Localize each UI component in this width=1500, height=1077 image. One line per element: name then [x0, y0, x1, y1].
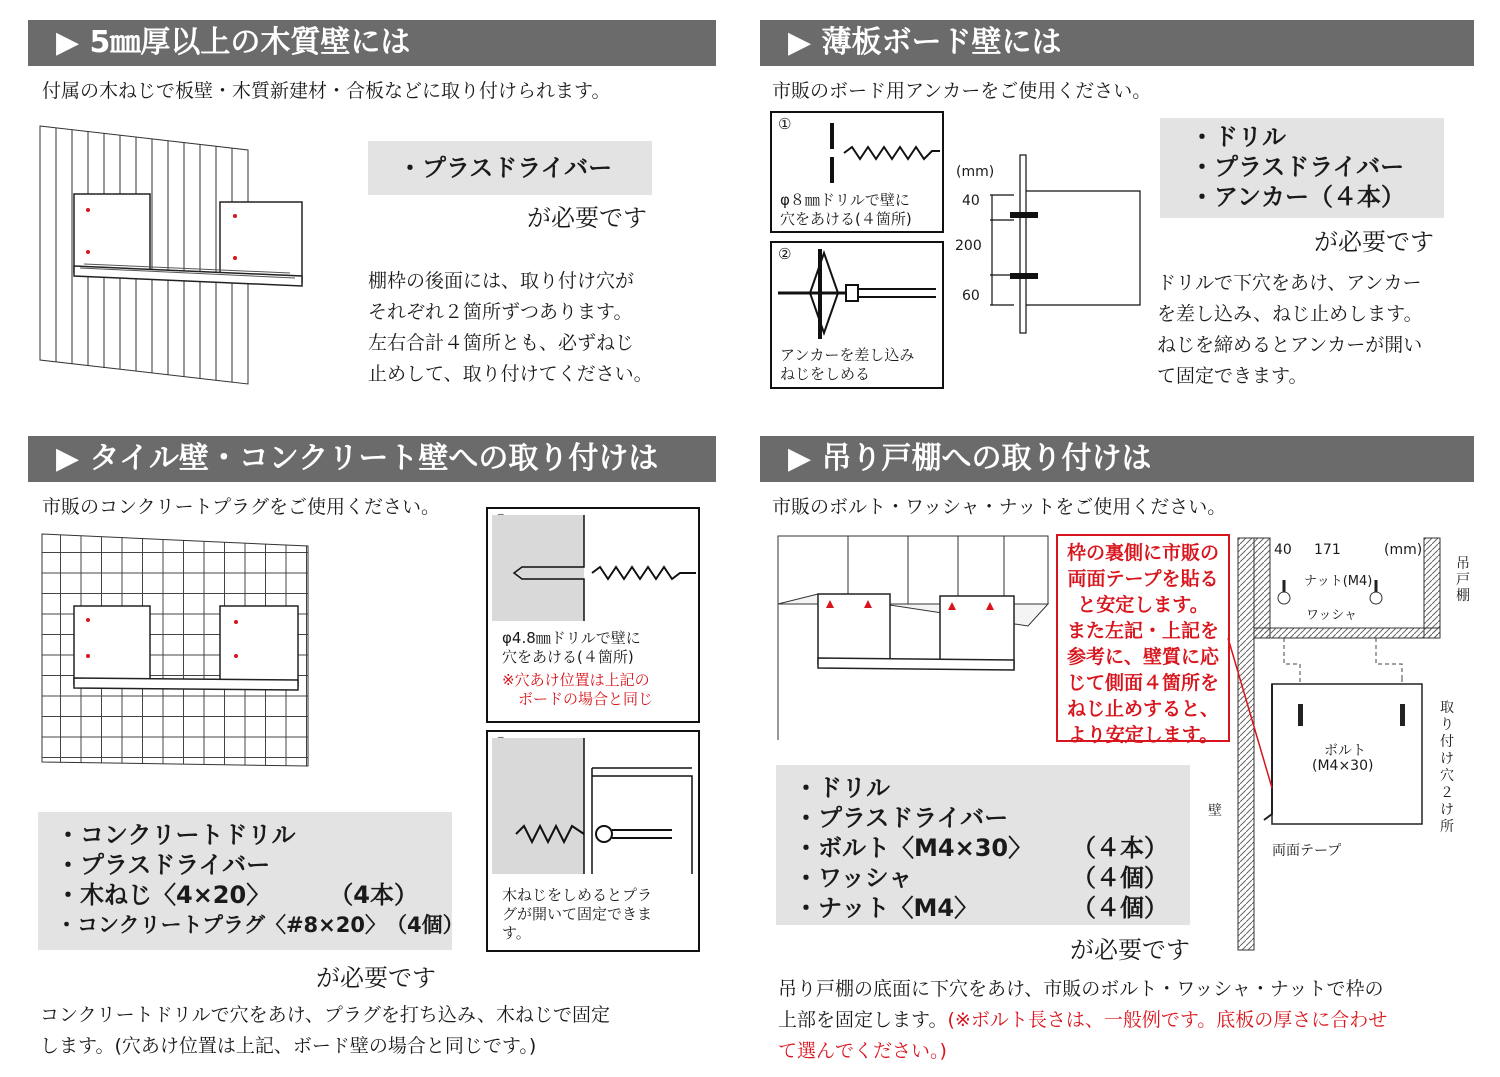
tools-box-wood — [368, 141, 652, 195]
tool-item: ・ドリル — [1190, 123, 1286, 151]
step-number: ② — [778, 245, 792, 263]
section-intro: 付属の木ねじで板壁・木質新建材・合板などに取り付けられます。 — [42, 80, 611, 102]
section-intro: 市販のボルト・ワッシャ・ナットをご使用ください。 — [772, 496, 1227, 518]
bolt-label: ボルト — [1324, 743, 1366, 759]
body-line: ねじを締めるとアンカーが開い — [1157, 334, 1423, 356]
section-header-cabinet — [760, 436, 1474, 482]
body-line: を差し込み、ねじ止めします。 — [1157, 303, 1423, 325]
step-2-anchor — [770, 241, 944, 389]
wood-wall-illustration — [40, 126, 250, 386]
note-line: ねじ止めすると、 — [1066, 698, 1219, 720]
required-label: が必要です — [316, 964, 436, 992]
step-caption: 穴をあける(４箇所) — [780, 210, 912, 228]
double-sided-tape-label: 両面テープ — [1272, 843, 1342, 859]
required-label: が必要です — [527, 204, 647, 232]
step-caption: φ4.8㎜ドリルで壁に — [502, 629, 641, 647]
step-note: ボードの場合と同じ — [518, 690, 654, 708]
dimension-unit: (mm) — [956, 164, 995, 180]
concrete-drill-icon — [492, 515, 698, 625]
section-intro: 市販のボード用アンカーをご使用ください。 — [772, 80, 1152, 102]
plug-screw-icon — [492, 738, 698, 878]
body-line: します。(穴あけ位置は上記、ボード壁の場合と同じです。) — [40, 1035, 537, 1057]
body-line: コンクリートドリルで穴をあけ、プラグを打ち込み、木ねじで固定 — [40, 1004, 611, 1026]
note-line: 両面テープを貼る — [1067, 568, 1219, 590]
tool-name: ・ワッシャ — [794, 864, 913, 892]
body-line: 左右合計４箇所とも、必ずねじ — [368, 332, 635, 354]
tools-box-cabinet — [776, 765, 1190, 925]
washer-label: ワッシャ — [1306, 608, 1358, 623]
tool-item: ・プラスドライバー — [398, 154, 613, 182]
note-line: と安定します。 — [1077, 594, 1209, 616]
tools-box-concrete — [38, 812, 464, 950]
tool-item — [794, 773, 1168, 803]
body-line: ドリルで下穴をあけ、アンカー — [1157, 272, 1422, 294]
step-number: ① — [778, 115, 792, 133]
tool-item — [794, 893, 1168, 923]
body-line: 吊り戸棚の底面に下穴をあけ、市販のボルト・ワッシャ・ナットで枠の — [778, 978, 1384, 1000]
stability-note-box — [1056, 534, 1230, 746]
section-title: ▶ 5㎜厚以上の木質壁には — [56, 25, 411, 60]
tool-name: ・ドリル — [794, 774, 890, 802]
tool-qty: （４本） — [1072, 834, 1168, 862]
tool-name: ・プラスドライバー — [56, 851, 271, 879]
required-label: が必要です — [1314, 228, 1434, 256]
bolt-size-label: (M4×30) — [1312, 758, 1374, 774]
step-caption: 木ねじをしめるとプラ — [502, 886, 653, 904]
body-line — [778, 1005, 1387, 1035]
section-header-board-wall — [760, 20, 1474, 66]
dimension-middle: 200 — [955, 238, 982, 254]
step-1-drill-concrete — [486, 507, 700, 723]
tool-qty: （４個） — [1072, 894, 1168, 922]
dimension-40: 40 — [1274, 542, 1292, 558]
step-caption: ねじをしめる — [780, 365, 871, 383]
note-line: 参考に、壁質に応 — [1066, 646, 1219, 668]
dimension-unit: (mm) — [1384, 542, 1423, 558]
body-line: 棚枠の後面には、取り付け穴が — [368, 270, 635, 292]
section-title: ▶ 薄板ボード壁には — [788, 25, 1062, 60]
tool-name: ・コンクリートドリル — [56, 821, 296, 849]
note-line: じて側面４箇所を — [1066, 672, 1219, 694]
note-line: また左記・上記を — [1066, 620, 1219, 642]
step-note: ※穴あけ位置は上記の — [502, 671, 650, 689]
drill-icon — [822, 123, 942, 183]
tool-item: ・プラスドライバー — [1190, 153, 1405, 181]
tool-item — [794, 803, 1168, 833]
step-caption: グが開いて固定できま — [502, 905, 653, 923]
tool-item: ・アンカー（４本） — [1190, 183, 1406, 211]
section-title: ▶ 吊り戸棚への取り付けは — [788, 441, 1152, 476]
body-text: 上部を固定します。 — [778, 1009, 948, 1031]
tool-name: ・ナット〈M4〉 — [794, 894, 979, 922]
required-label: が必要です — [1070, 936, 1190, 964]
tool-name: ・木ねじ〈4×20〉 — [56, 881, 271, 909]
tool-item — [56, 850, 438, 880]
tool-item — [794, 863, 1168, 893]
note-line: 枠の裏側に市販の — [1066, 542, 1219, 564]
tile-wall-illustration — [40, 532, 310, 768]
body-line: それぞれ２箇所ずつあります。 — [368, 301, 633, 323]
tool-item — [56, 910, 464, 940]
dimension-bottom: 60 — [962, 288, 980, 304]
tool-item — [56, 820, 438, 850]
cabinet-label: 吊戸棚 — [1456, 556, 1470, 604]
section-intro: 市販のコンクリートプラグをご使用ください。 — [42, 496, 441, 518]
board-wall-section-diagram — [984, 155, 1144, 335]
body-line: て固定できます。 — [1157, 365, 1308, 387]
tool-name: ・コンクリートプラグ〈#8×20〉 — [56, 913, 386, 937]
bolt-length-note: (※ボルト長さは、一般例です。底板の厚さに合わせ — [947, 1009, 1388, 1031]
section-header-wood-wall — [28, 20, 716, 66]
wall-label: 壁 — [1208, 803, 1222, 819]
dimension-171: 171 — [1314, 542, 1341, 558]
step-1-drill-board — [770, 111, 944, 233]
mounting-holes-label: 取り付け穴２け所 — [1440, 700, 1454, 835]
tool-name: ・ボルト〈M4×30〉 — [794, 834, 1033, 862]
dimension-top: 40 — [962, 193, 980, 209]
anchor-icon — [776, 249, 942, 339]
nut-label: ナット(M4) — [1304, 574, 1373, 589]
tool-item — [56, 880, 438, 910]
tool-item — [794, 833, 1168, 863]
section-header-tile-wall — [28, 436, 716, 482]
tool-qty: （４個） — [1072, 864, 1168, 892]
body-line: 止めして、取り付けてください。 — [368, 363, 653, 385]
tool-name: ・プラスドライバー — [794, 804, 1009, 832]
step-caption: アンカーを差し込み — [780, 346, 915, 364]
note-line: より安定します。 — [1067, 724, 1219, 746]
tools-box-board — [1160, 118, 1444, 218]
step-2-plug — [486, 730, 700, 952]
hanging-cabinet-illustration — [778, 530, 1048, 740]
step-caption: 穴をあける(４箇所) — [502, 648, 634, 666]
section-title: ▶ タイル壁・コンクリート壁への取り付けは — [56, 441, 659, 476]
tool-qty: （4本） — [329, 881, 418, 909]
tool-qty: （4個） — [385, 913, 464, 937]
step-caption: φ８㎜ドリルで壁に — [780, 191, 910, 209]
bolt-length-note: て選んでください。) — [778, 1040, 947, 1062]
step-caption: す。 — [502, 924, 531, 942]
